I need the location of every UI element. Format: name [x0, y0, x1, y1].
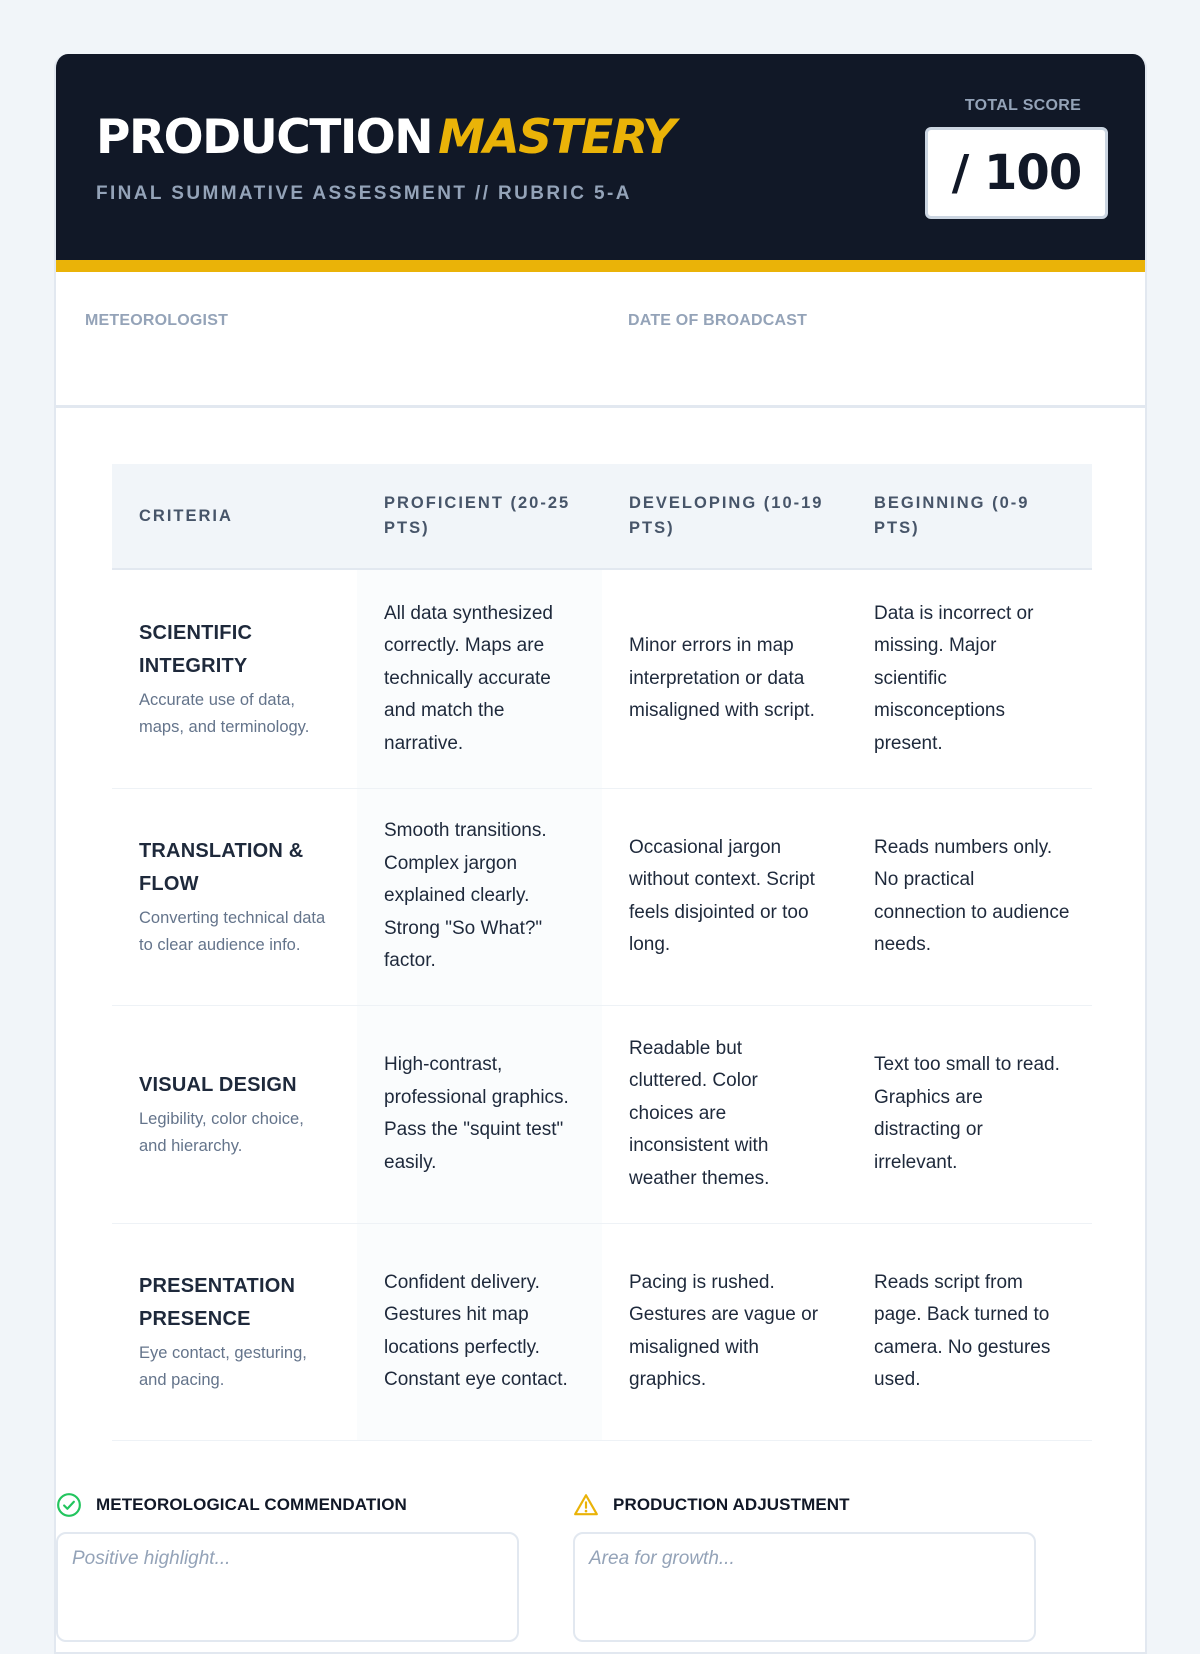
meta-section — [56, 272, 1145, 408]
adjustment-title: PRODUCTION ADJUSTMENT — [613, 1495, 850, 1514]
developing-cell: Readable but cluttered. Color choices are inconsistent with weather themes. — [602, 1005, 847, 1223]
criteria-cell — [112, 1223, 357, 1440]
criteria-description: Legibility, color choice, and hierarchy. — [139, 1109, 304, 1155]
date-of-broadcast-label: DATE OF BROADCAST — [628, 312, 808, 329]
criteria-description: Eye contact, gesturing, and pacing. — [139, 1343, 307, 1389]
total-score-box[interactable]: / 100 — [925, 127, 1108, 219]
rubric-table — [112, 464, 1092, 1441]
page-title — [96, 110, 675, 165]
beginning-cell: Reads script from page. Back turned to camera. No gestures used. — [847, 1223, 1092, 1440]
table-row — [112, 569, 1092, 788]
beginning-cell: Data is incorrect or missing. Major scientific misconceptions present. — [847, 569, 1092, 788]
title-main: PRODUCTION — [96, 110, 433, 165]
column-header-proficient: PROFICIENT (20-25 PTS) — [357, 464, 602, 569]
title-accent: MASTERY — [438, 110, 675, 165]
proficient-cell: All data synthesized correctly. Maps are technically accurate and match the narrative. — [357, 569, 602, 788]
commendation-heading — [56, 1492, 407, 1518]
proficient-cell: High-contrast, professional graphics. Pass the "squint test" easily. — [357, 1005, 602, 1223]
criteria-name: SCIENTIFIC INTEGRITY — [139, 621, 253, 677]
total-score-label: TOTAL SCORE — [964, 97, 1082, 114]
table-row — [112, 788, 1092, 1005]
header — [56, 54, 1145, 272]
criteria-name: TRANSLATION & FLOW — [139, 839, 304, 895]
meteorologist-label: METEOROLOGIST — [85, 312, 229, 329]
commendation-title: METEOROLOGICAL COMMENDATION — [96, 1495, 407, 1514]
beginning-cell: Reads numbers only. No practical connection to audience needs. — [847, 788, 1092, 1005]
criteria-cell — [112, 788, 357, 1005]
column-header-criteria: CRITERIA — [112, 464, 357, 569]
criteria-name: PRESENTATION PRESENCE — [139, 1274, 296, 1330]
check-circle-icon — [56, 1492, 82, 1518]
column-header-developing: DEVELOPING (10-19 PTS) — [602, 464, 847, 569]
rubric-card — [54, 54, 1147, 1654]
criteria-name: VISUAL DESIGN — [139, 1073, 297, 1096]
proficient-cell: Smooth transitions. Complex jargon explained clearly. Strong "So What?" factor. — [357, 788, 602, 1005]
table-row — [112, 1223, 1092, 1440]
proficient-cell: Confident delivery. Gestures hit map locations perfectly. Constant eye contact. — [357, 1223, 602, 1440]
warning-triangle-icon — [573, 1492, 599, 1518]
commendation-input[interactable] — [56, 1532, 519, 1642]
beginning-cell: Text too small to read. Graphics are distracting or irrelevant. — [847, 1005, 1092, 1223]
criteria-cell — [112, 569, 357, 788]
adjustment-heading — [573, 1492, 850, 1518]
page-subtitle: FINAL SUMMATIVE ASSESSMENT // RUBRIC 5-A — [96, 183, 632, 204]
criteria-cell — [112, 1005, 357, 1223]
table-row — [112, 1005, 1092, 1223]
criteria-description: Accurate use of data, maps, and terminology. — [139, 690, 310, 736]
criteria-description: Converting technical data to clear audience info. — [139, 908, 326, 954]
rubric-header-row — [112, 464, 1092, 569]
developing-cell: Pacing is rushed. Gestures are vague or misaligned with graphics. — [602, 1223, 847, 1440]
developing-cell: Occasional jargon without context. Script feels disjointed or too long. — [602, 788, 847, 1005]
developing-cell: Minor errors in map interpretation or data misaligned with script. — [602, 569, 847, 788]
adjustment-input[interactable] — [573, 1532, 1036, 1642]
column-header-beginning: BEGINNING (0-9 PTS) — [847, 464, 1092, 569]
